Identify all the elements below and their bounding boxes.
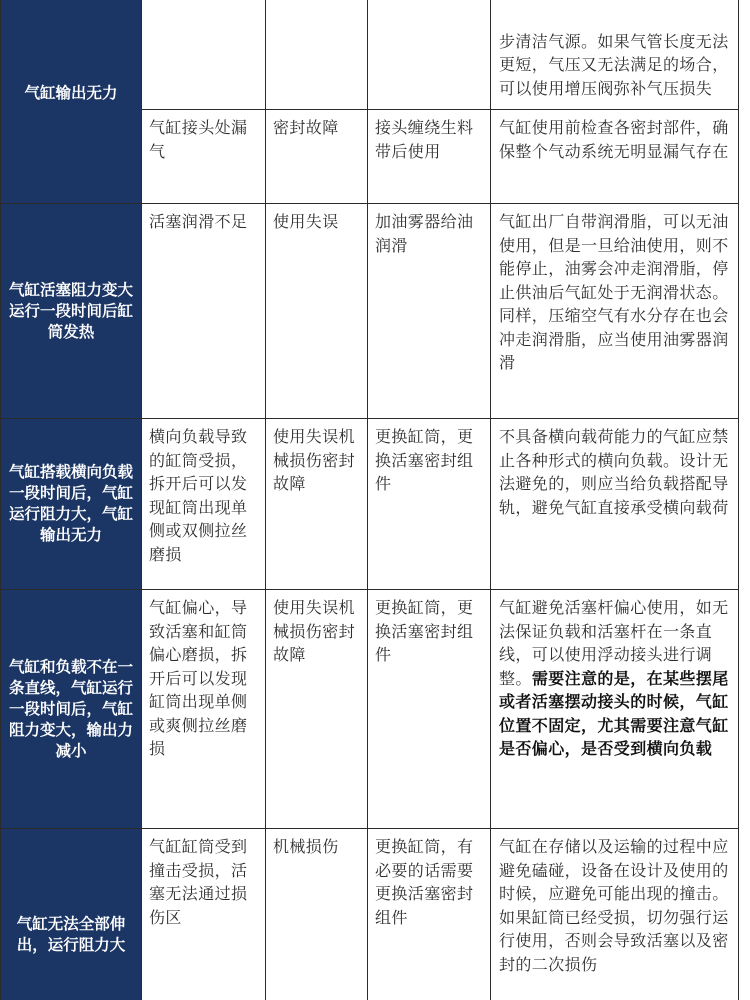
table-row (1, 204, 739, 419)
remedy-cell: 加油雾器给油润滑 (368, 204, 491, 419)
fault-type-cell: 机械损伤 (266, 829, 368, 1000)
remedy-cell (368, 0, 491, 110)
solution-cell (491, 590, 739, 829)
table-row (1, 590, 739, 829)
table-row (1, 829, 739, 1000)
remedy-cell: 更换缸筒，更换活塞密封组件 (368, 419, 491, 590)
cause-cell (142, 0, 266, 110)
cause-cell: 活塞润滑不足 (142, 204, 266, 419)
table-row (1, 419, 739, 590)
remedy-cell: 接头缠绕生料带后使用 (368, 110, 491, 204)
fault-type-cell: 使用失误机械损伤密封故障 (266, 590, 368, 829)
symptom-cell: 气缸无法全部伸出，运行阻力大 (1, 829, 142, 1000)
symptom-cell: 气缸搭载横向负载一段时间后，气缸运行阻力大，气缸输出无力 (1, 419, 142, 590)
remedy-cell: 更换缸筒，有必要的话需要更换活塞密封组件 (368, 829, 491, 1000)
symptom-cell: 气缸输出无力 (1, 0, 142, 204)
solution-cell: 气缸出厂自带润滑脂，可以无油使用，但是一旦给油使用，则不能停止，油雾会冲走润滑脂，停止供油后气缸处于无润滑状态。同样，压缩空气有水分存在也会冲走润滑脂，应当使用油雾器润滑 (491, 204, 739, 419)
solution-cell: 气缸在存储以及运输的过程中应避免磕碰，设备在设计及使用的时候，应避免可能出现的撞击。如果缸筒已经受损，切勿强行运行使用，否则会导致活塞以及密封的二次损伤 (491, 829, 739, 1000)
solution-text: 气缸避免活塞杆偏心使用，如无法保证负载和活塞杆在一条直线，可以使用浮动接头进行调整。 (499, 598, 729, 688)
solution-cell (491, 0, 739, 110)
solution-cell: 不具备横向载荷能力的气缸应禁止各种形式的横向负载。设计无法避免的，则应当给负载搭配导轨，避免气缸直接承受横向载荷 (491, 419, 739, 590)
fault-type-cell: 使用失误 (266, 204, 368, 419)
solution-cell: 气缸使用前检查各密封部件，确保整个气动系统无明显漏气存在 (491, 110, 739, 204)
cause-cell: 气缸缸筒受到撞击受损，活塞无法通过损伤区 (142, 829, 266, 1000)
cause-cell: 气缸偏心，导致活塞和缸筒偏心磨损，拆开后可以发现缸筒出现单侧或爽侧拉丝磨损 (142, 590, 266, 829)
symptom-cell: 气缸活塞阻力变大运行一段时间后缸筒发热 (1, 204, 142, 419)
symptom-cell: 气缸和负载不在一条直线，气缸运行一段时间后，气缸阻力变大，输出力减小 (1, 590, 142, 829)
cause-cell: 气缸接头处漏气 (142, 110, 266, 204)
fault-type-cell (266, 0, 368, 110)
remedy-cell: 更换缸筒，更换活塞密封组件 (368, 590, 491, 829)
fault-type-cell: 密封故障 (266, 110, 368, 204)
table-row (1, 0, 739, 110)
solution-text: 步清洁气源。如果气管长度无法更短，气压又无法满足的场合，可以使用增压阀弥补气压损失 (499, 31, 729, 98)
cause-cell: 横向负载导致的缸筒受损，拆开后可以发现缸筒出现单侧或双侧拉丝磨损 (142, 419, 266, 590)
solution-note: 需要注意的是，在某些摆尾或者活塞摆动接头的时候，气缸位置不固定，尤其需要注意气缸是否偏心，是否受到横向负载 (499, 668, 729, 758)
fault-type-cell: 使用失误机械损伤密封故障 (266, 419, 368, 590)
